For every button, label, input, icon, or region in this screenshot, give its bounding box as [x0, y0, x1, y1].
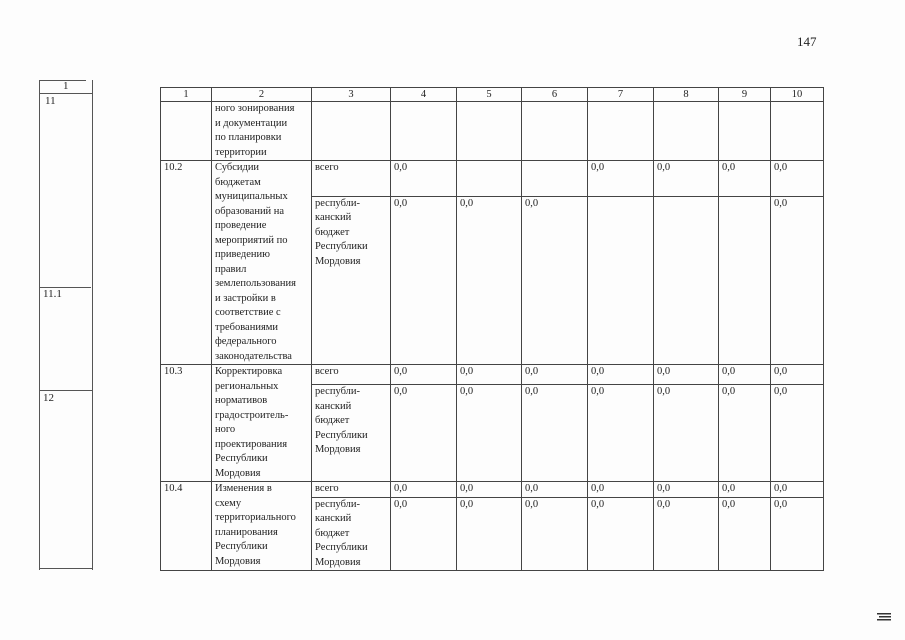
column-header-1: 1: [161, 88, 212, 102]
text-line: Республики: [215, 541, 268, 552]
source-value: 0,0: [719, 385, 771, 482]
text-line: бюджет: [315, 226, 350, 238]
source-value: 0,0: [522, 196, 588, 364]
source-value: 0,0: [588, 497, 654, 571]
total-value: 0,0: [719, 482, 771, 498]
text-line: федерального: [215, 336, 277, 347]
text-line: Мордовия: [315, 556, 361, 568]
column-header-4: 4: [391, 88, 457, 102]
item-name: [212, 102, 312, 161]
empty-cell: [654, 102, 719, 161]
continuation-row: [161, 102, 824, 161]
total-value: 0,0: [391, 482, 457, 498]
text-line: образований на: [215, 205, 285, 217]
item-name: [212, 161, 312, 365]
header-row: [161, 88, 824, 102]
text-line: бюджет: [315, 415, 350, 427]
text-line: территориального: [215, 512, 296, 523]
source-value: [654, 196, 719, 364]
source-value: 0,0: [522, 385, 588, 482]
total-value: 0,0: [588, 161, 654, 197]
text-line: канский: [315, 400, 352, 412]
text-line: и застройки в: [215, 292, 276, 304]
text-line: схему: [215, 497, 242, 509]
empty-cell: [719, 102, 771, 161]
text-line: Мордовия: [315, 444, 361, 456]
column-header-5: 5: [457, 88, 522, 102]
total-value: 0,0: [771, 161, 824, 197]
text-line: законодательства: [215, 350, 292, 362]
text-line: Изменения в: [215, 483, 272, 494]
total-value: [457, 161, 522, 197]
empty-cell: [391, 102, 457, 161]
column-header-9: 9: [719, 88, 771, 102]
source-value: 0,0: [588, 385, 654, 482]
text-line: ного: [215, 424, 236, 435]
text-line: Республики: [315, 542, 368, 553]
text-line: мероприятий по: [215, 234, 288, 246]
text-line: Субсидии: [215, 162, 260, 173]
text-line: региональных: [215, 380, 279, 392]
text-line: бюджет: [315, 527, 350, 539]
text-line: и документации: [215, 117, 288, 129]
empty-cell: [457, 102, 522, 161]
side-header: 1: [63, 80, 69, 92]
text-line: проектирования: [215, 438, 288, 450]
text-line: нормативов: [215, 395, 268, 406]
column-header-2: 2: [212, 88, 312, 102]
total-value: 0,0: [654, 482, 719, 498]
text-line: планирования: [215, 526, 278, 538]
source-value: 0,0: [391, 196, 457, 364]
total-value: 0,0: [588, 365, 654, 385]
total-value: 0,0: [522, 365, 588, 385]
text-line: Республики: [215, 453, 268, 464]
budget-table: [160, 87, 824, 571]
source-value: 0,0: [771, 497, 824, 571]
column-header-8: 8: [654, 88, 719, 102]
total-value: 0,0: [391, 161, 457, 197]
total-value: 0,0: [457, 365, 522, 385]
row-number: 10.4: [161, 482, 212, 571]
source-value: 0,0: [654, 497, 719, 571]
column-header-10: 10: [771, 88, 824, 102]
text-line: территории: [215, 146, 267, 158]
text-line: Мордовия: [215, 555, 261, 567]
source-value: 0,0: [391, 497, 457, 571]
text-line: муниципальных: [215, 191, 288, 202]
text-line: приведению: [215, 249, 270, 260]
row-number: 10.3: [161, 365, 212, 482]
side-label-12: 12: [43, 392, 54, 404]
column-header-3: 3: [312, 88, 391, 102]
table-row: [161, 365, 824, 385]
total-value: 0,0: [771, 482, 824, 498]
page-number: 147: [797, 34, 817, 49]
total-value: 0,0: [654, 365, 719, 385]
row-number: [161, 102, 212, 161]
text-line: канский: [315, 212, 352, 224]
source-value: 0,0: [457, 497, 522, 571]
funding-source: [312, 497, 391, 571]
side-label-11: 11: [45, 95, 56, 107]
funding-source: [312, 385, 391, 482]
text-line: Мордовия: [315, 255, 361, 267]
total-label: всего: [312, 365, 391, 385]
source-value: 0,0: [719, 497, 771, 571]
funding-source: [312, 196, 391, 364]
text-line: проведение: [215, 220, 267, 231]
item-name: [212, 482, 312, 571]
total-value: 0,0: [391, 365, 457, 385]
text-line: Мордовия: [215, 467, 261, 479]
empty-cell: [312, 102, 391, 161]
source-value: [588, 196, 654, 364]
item-name: [212, 365, 312, 482]
empty-cell: [771, 102, 824, 161]
text-line: соответствие с: [215, 307, 281, 318]
column-header-6: 6: [522, 88, 588, 102]
total-value: 0,0: [522, 482, 588, 498]
text-line: правил: [215, 263, 247, 275]
source-value: 0,0: [457, 385, 522, 482]
total-value: 0,0: [588, 482, 654, 498]
text-line: требованиями: [215, 321, 279, 333]
text-line: канский: [315, 513, 352, 524]
source-value: 0,0: [771, 196, 824, 364]
total-value: 0,0: [457, 482, 522, 498]
text-line: бюджетам: [215, 176, 261, 188]
source-value: [719, 196, 771, 364]
total-value: [522, 161, 588, 197]
table-row: [161, 161, 824, 197]
scan-mark-icon: [877, 612, 891, 622]
left-table-fragment: [39, 80, 94, 570]
empty-cell: [522, 102, 588, 161]
text-line: Республики: [315, 429, 368, 441]
total-value: 0,0: [719, 161, 771, 197]
source-value: 0,0: [654, 385, 719, 482]
text-line: республи-: [315, 386, 360, 398]
text-line: республи-: [315, 197, 360, 209]
column-header-7: 7: [588, 88, 654, 102]
total-label: всего: [312, 161, 391, 197]
side-label-11-1: 11.1: [43, 288, 62, 300]
row-number: 10.2: [161, 161, 212, 365]
source-value: 0,0: [391, 385, 457, 482]
text-line: градостроитель-: [215, 409, 289, 421]
total-value: 0,0: [771, 365, 824, 385]
text-line: ного зонирования: [215, 103, 295, 114]
text-line: землепользования: [215, 278, 296, 289]
source-value: 0,0: [522, 497, 588, 571]
total-value: 0,0: [719, 365, 771, 385]
source-value: 0,0: [457, 196, 522, 364]
source-value: 0,0: [771, 385, 824, 482]
table-row: [161, 482, 824, 498]
total-value: 0,0: [654, 161, 719, 197]
text-line: Республики: [315, 241, 368, 253]
total-label: всего: [312, 482, 391, 498]
text-line: Корректировка: [215, 366, 283, 377]
text-line: по планировки: [215, 132, 282, 143]
text-line: республи-: [315, 498, 360, 510]
empty-cell: [588, 102, 654, 161]
